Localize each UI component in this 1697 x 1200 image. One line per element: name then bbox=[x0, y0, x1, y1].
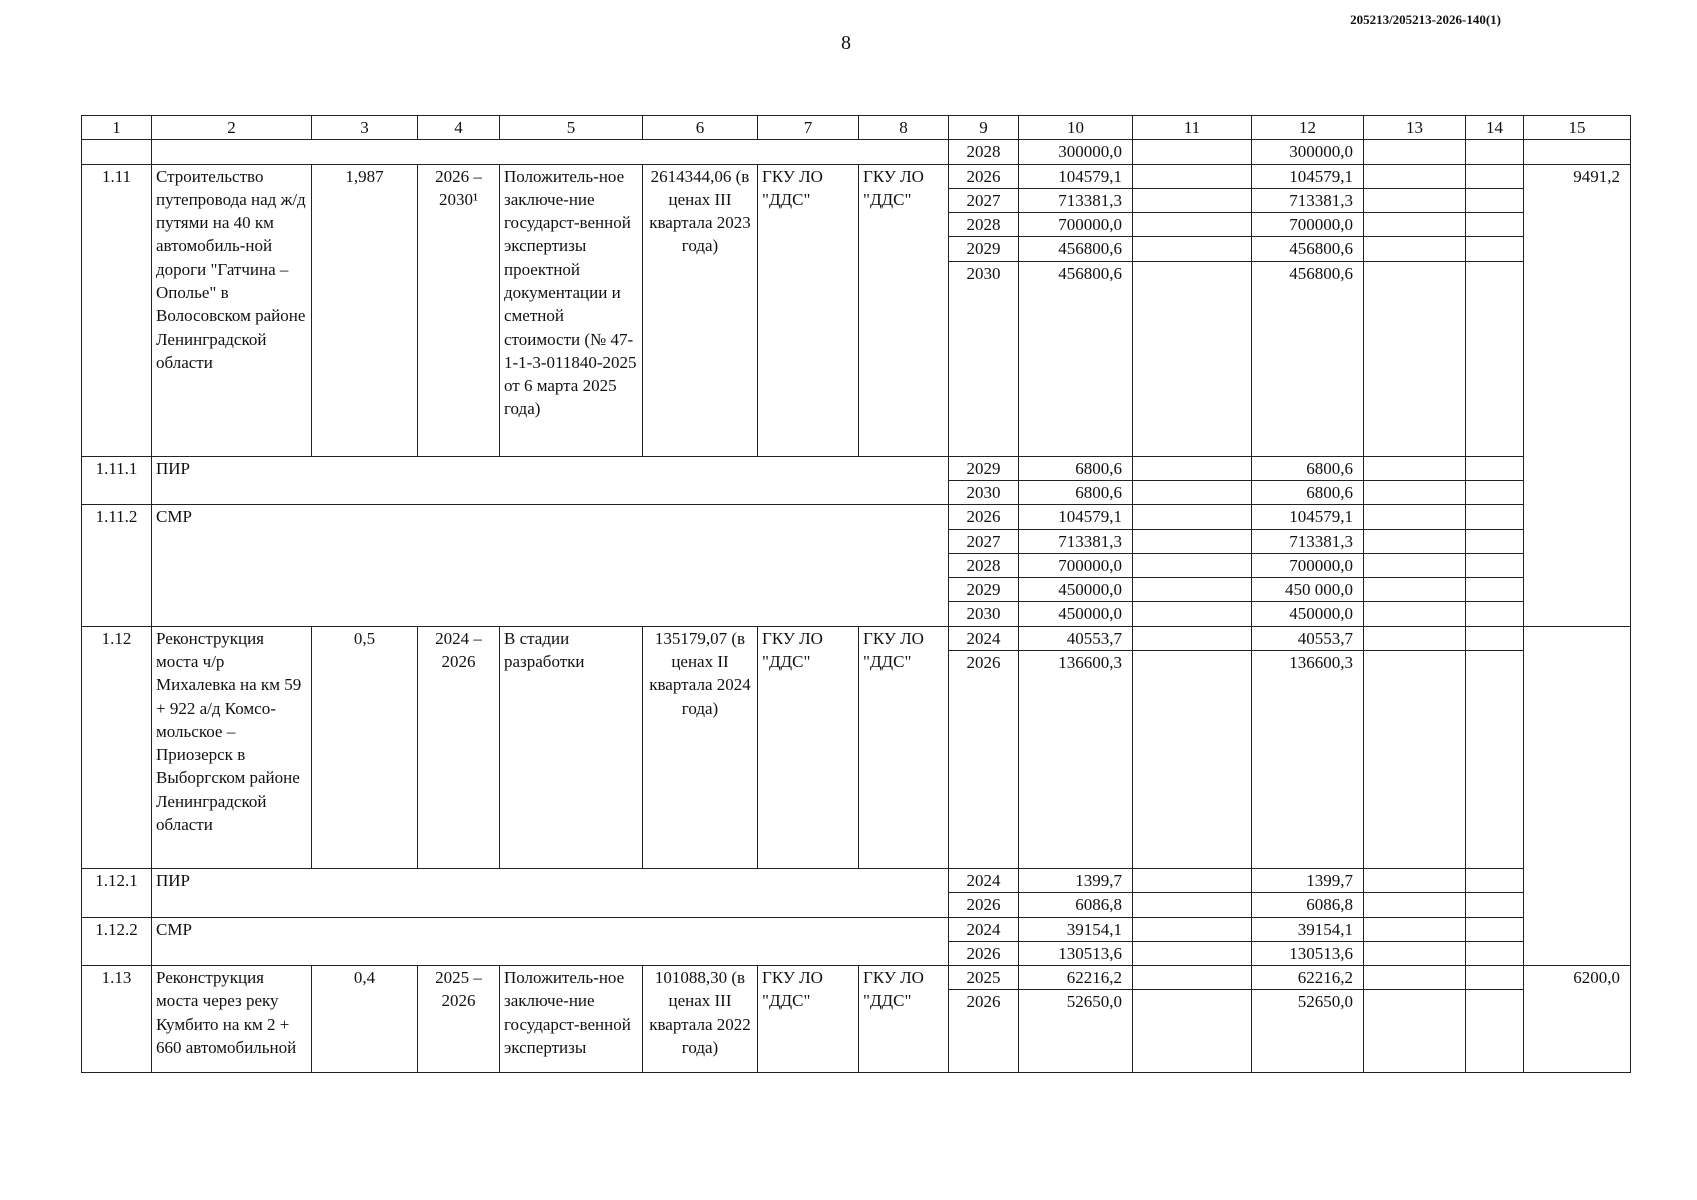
cell-col10: 130513,6 bbox=[1019, 941, 1133, 965]
cell-col13 bbox=[1364, 188, 1466, 212]
cell-col12: 104579,1 bbox=[1252, 164, 1364, 188]
cell-developer: ГКУ ЛО "ДДС" bbox=[859, 164, 949, 456]
cell-customer: ГКУ ЛО "ДДС" bbox=[758, 966, 859, 1073]
cell-col13 bbox=[1364, 505, 1466, 529]
cell-col11 bbox=[1133, 578, 1252, 602]
cell-col15: 9491,2 bbox=[1524, 164, 1631, 626]
cell-col11 bbox=[1133, 553, 1252, 577]
cell-col13 bbox=[1364, 868, 1466, 892]
cell-period: 2025 – 2026 bbox=[418, 966, 500, 1073]
cell-year: 2030 bbox=[949, 480, 1019, 504]
cell-col10: 450000,0 bbox=[1019, 602, 1133, 626]
column-header: 5 bbox=[500, 116, 643, 140]
table-row bbox=[82, 164, 1631, 188]
cell-col11 bbox=[1133, 456, 1252, 480]
cell-col12: 700000,0 bbox=[1252, 213, 1364, 237]
cell-year: 2030 bbox=[949, 602, 1019, 626]
cell-col12: 713381,3 bbox=[1252, 529, 1364, 553]
cell-col11 bbox=[1133, 868, 1252, 892]
cell-col11 bbox=[1133, 188, 1252, 212]
cell-period: 2026 – 2030¹ bbox=[418, 164, 500, 456]
continuation-row bbox=[82, 140, 1631, 164]
cell-col12: 62216,2 bbox=[1252, 966, 1364, 990]
cell-year: 2025 bbox=[949, 966, 1019, 990]
page-number: 8 bbox=[841, 32, 851, 54]
cell-col11 bbox=[1133, 140, 1252, 164]
cell-year: 2029 bbox=[949, 237, 1019, 261]
cell-col14 bbox=[1466, 917, 1524, 941]
column-header: 3 bbox=[312, 116, 418, 140]
cell-col13 bbox=[1364, 917, 1466, 941]
table-row bbox=[82, 917, 1631, 941]
cell-col10: 713381,3 bbox=[1019, 529, 1133, 553]
cell-col11 bbox=[1133, 650, 1252, 868]
column-header: 13 bbox=[1364, 116, 1466, 140]
cell-year: 2026 bbox=[949, 505, 1019, 529]
cell-customer: ГКУ ЛО "ДДС" bbox=[758, 626, 859, 868]
cell-length: 1,987 bbox=[312, 164, 418, 456]
column-header: 14 bbox=[1466, 116, 1524, 140]
cell-col14 bbox=[1466, 868, 1524, 892]
cell-col13 bbox=[1364, 140, 1466, 164]
cell-col13 bbox=[1364, 553, 1466, 577]
cell-col13 bbox=[1364, 966, 1466, 990]
cell-col10: 300000,0 bbox=[1019, 140, 1133, 164]
cell-col11 bbox=[1133, 626, 1252, 650]
cell-col12: 700000,0 bbox=[1252, 553, 1364, 577]
column-header: 1 bbox=[82, 116, 152, 140]
cell-col13 bbox=[1364, 893, 1466, 917]
table-row bbox=[82, 505, 1631, 529]
register-table bbox=[81, 115, 1631, 1073]
cell-col13 bbox=[1364, 650, 1466, 868]
column-header: 2 bbox=[152, 116, 312, 140]
cell-col13 bbox=[1364, 941, 1466, 965]
cell-col12: 130513,6 bbox=[1252, 941, 1364, 965]
cell-col14 bbox=[1466, 505, 1524, 529]
cell-number: 1.13 bbox=[82, 966, 152, 1073]
cell-col10: 62216,2 bbox=[1019, 966, 1133, 990]
cell-col14 bbox=[1466, 188, 1524, 212]
cell-col14 bbox=[1466, 893, 1524, 917]
cell-object-name: Реконструкция моста через реку Кумбито на км 2 + 660 автомобильной bbox=[152, 966, 312, 1073]
cell-year: 2029 bbox=[949, 578, 1019, 602]
cell-col15: 6200,0 bbox=[1524, 966, 1631, 1073]
cell-col10: 700000,0 bbox=[1019, 213, 1133, 237]
column-header: 6 bbox=[643, 116, 758, 140]
column-header: 4 bbox=[418, 116, 500, 140]
cell-length: 0,4 bbox=[312, 966, 418, 1073]
cell-col10: 104579,1 bbox=[1019, 164, 1133, 188]
table-row bbox=[82, 626, 1631, 650]
cell-col12: 1399,7 bbox=[1252, 868, 1364, 892]
cell-col11 bbox=[1133, 602, 1252, 626]
cell-col10: 136600,3 bbox=[1019, 650, 1133, 868]
cell-col10: 700000,0 bbox=[1019, 553, 1133, 577]
cell-col14 bbox=[1466, 140, 1524, 164]
cell-col11 bbox=[1133, 237, 1252, 261]
cell-col12: 6800,6 bbox=[1252, 480, 1364, 504]
cell-col12: 39154,1 bbox=[1252, 917, 1364, 941]
cell-col10: 456800,6 bbox=[1019, 237, 1133, 261]
cell-object-name: Строительство путепровода над ж/д путями на 40 км автомобиль-ной дороги "Гатчина – Ополье" в Волосовском районе Ленинградской области bbox=[152, 164, 312, 456]
cell-col11 bbox=[1133, 505, 1252, 529]
cell-empty bbox=[152, 140, 949, 164]
cell-col11 bbox=[1133, 893, 1252, 917]
column-header: 7 bbox=[758, 116, 859, 140]
cell-col12: 450 000,0 bbox=[1252, 578, 1364, 602]
cell-status: Положитель-ное заключе-ние государст-венной экспертизы bbox=[500, 966, 643, 1073]
table-row bbox=[82, 456, 1631, 480]
cell-col13 bbox=[1364, 602, 1466, 626]
cell-year: 2028 bbox=[949, 213, 1019, 237]
cell-col14 bbox=[1466, 164, 1524, 188]
document-id: 205213/205213-2026-140(1) bbox=[1350, 12, 1501, 27]
cell-col10: 40553,7 bbox=[1019, 626, 1133, 650]
table-row bbox=[82, 868, 1631, 892]
cell-cost: 101088,30 (в ценах III квартала 2022 года) bbox=[643, 966, 758, 1073]
cell-col12: 40553,7 bbox=[1252, 626, 1364, 650]
cell-col14 bbox=[1466, 602, 1524, 626]
cell-col11 bbox=[1133, 966, 1252, 990]
cell-col10: 713381,3 bbox=[1019, 188, 1133, 212]
column-header: 12 bbox=[1252, 116, 1364, 140]
cell-col12: 136600,3 bbox=[1252, 650, 1364, 868]
cell-col14 bbox=[1466, 966, 1524, 990]
column-header: 10 bbox=[1019, 116, 1133, 140]
cell-col14 bbox=[1466, 480, 1524, 504]
cell-year: 2026 bbox=[949, 650, 1019, 868]
cell-col12: 104579,1 bbox=[1252, 505, 1364, 529]
cell-col11 bbox=[1133, 213, 1252, 237]
cell-col10: 6800,6 bbox=[1019, 456, 1133, 480]
cell-number: 1.12.2 bbox=[82, 917, 152, 966]
register-body bbox=[82, 116, 1631, 1073]
cell-col12: 456800,6 bbox=[1252, 237, 1364, 261]
cell-cost: 135179,07 (в ценах II квартала 2024 года) bbox=[643, 626, 758, 868]
cell-year: 2028 bbox=[949, 140, 1019, 164]
cell-col12: 300000,0 bbox=[1252, 140, 1364, 164]
cell-col12: 450000,0 bbox=[1252, 602, 1364, 626]
cell-year: 2024 bbox=[949, 626, 1019, 650]
cell-number: 1.11.2 bbox=[82, 505, 152, 626]
header-row bbox=[82, 116, 1631, 140]
cell-col12: 52650,0 bbox=[1252, 990, 1364, 1073]
column-header: 11 bbox=[1133, 116, 1252, 140]
cell-col13 bbox=[1364, 480, 1466, 504]
cell-col10: 104579,1 bbox=[1019, 505, 1133, 529]
cell-col14 bbox=[1466, 578, 1524, 602]
cell-col13 bbox=[1364, 990, 1466, 1073]
cell-year: 2029 bbox=[949, 456, 1019, 480]
cell-col14 bbox=[1466, 553, 1524, 577]
cell-col13 bbox=[1364, 261, 1466, 456]
cell-cost: 2614344,06 (в ценах III квартала 2023 года) bbox=[643, 164, 758, 456]
cell-col14 bbox=[1466, 990, 1524, 1073]
cell-col10: 52650,0 bbox=[1019, 990, 1133, 1073]
cell-developer: ГКУ ЛО "ДДС" bbox=[859, 626, 949, 868]
table-row bbox=[82, 966, 1631, 990]
cell-col12: 713381,3 bbox=[1252, 188, 1364, 212]
cell-col14 bbox=[1466, 650, 1524, 868]
cell-col12: 456800,6 bbox=[1252, 261, 1364, 456]
cell-year: 2030 bbox=[949, 261, 1019, 456]
cell-year: 2026 bbox=[949, 990, 1019, 1073]
cell-developer: ГКУ ЛО "ДДС" bbox=[859, 966, 949, 1073]
cell-col10: 450000,0 bbox=[1019, 578, 1133, 602]
cell-col13 bbox=[1364, 213, 1466, 237]
cell-work-type: СМР bbox=[152, 505, 949, 626]
cell-status: В стадии разработки bbox=[500, 626, 643, 868]
cell-year: 2027 bbox=[949, 188, 1019, 212]
cell-col11 bbox=[1133, 164, 1252, 188]
cell-col11 bbox=[1133, 529, 1252, 553]
cell-col10: 6800,6 bbox=[1019, 480, 1133, 504]
cell-year: 2027 bbox=[949, 529, 1019, 553]
cell-col13 bbox=[1364, 456, 1466, 480]
cell-year: 2026 bbox=[949, 893, 1019, 917]
cell-col13 bbox=[1364, 237, 1466, 261]
cell-col11 bbox=[1133, 941, 1252, 965]
column-header: 15 bbox=[1524, 116, 1631, 140]
cell-col14 bbox=[1466, 456, 1524, 480]
cell-col14 bbox=[1466, 941, 1524, 965]
cell-col10: 456800,6 bbox=[1019, 261, 1133, 456]
cell-col13 bbox=[1364, 529, 1466, 553]
cell-customer: ГКУ ЛО "ДДС" bbox=[758, 164, 859, 456]
cell-col12: 6800,6 bbox=[1252, 456, 1364, 480]
cell-col13 bbox=[1364, 578, 1466, 602]
cell-work-type: ПИР bbox=[152, 868, 949, 917]
cell-col15 bbox=[1524, 626, 1631, 965]
column-header: 9 bbox=[949, 116, 1019, 140]
cell-col14 bbox=[1466, 529, 1524, 553]
cell-year: 2026 bbox=[949, 164, 1019, 188]
cell-status: Положитель-ное заключе-ние государст-венной экспертизы проектной документации и сметной стоимости (№ 47-1-1-3-011840-2025 от 6 марта 2025 года) bbox=[500, 164, 643, 456]
cell-length: 0,5 bbox=[312, 626, 418, 868]
cell-work-type: СМР bbox=[152, 917, 949, 966]
cell-col13 bbox=[1364, 626, 1466, 650]
cell-col14 bbox=[1466, 626, 1524, 650]
cell-year: 2028 bbox=[949, 553, 1019, 577]
cell-col14 bbox=[1466, 237, 1524, 261]
cell-year: 2026 bbox=[949, 941, 1019, 965]
cell-col11 bbox=[1133, 917, 1252, 941]
cell-number: 1.12 bbox=[82, 626, 152, 868]
cell-work-type: ПИР bbox=[152, 456, 949, 505]
cell-year: 2024 bbox=[949, 868, 1019, 892]
cell-col10: 6086,8 bbox=[1019, 893, 1133, 917]
cell-col15 bbox=[1524, 140, 1631, 164]
cell-col10: 39154,1 bbox=[1019, 917, 1133, 941]
cell-col13 bbox=[1364, 164, 1466, 188]
cell-year: 2024 bbox=[949, 917, 1019, 941]
cell-number: 1.11 bbox=[82, 164, 152, 456]
cell-col11 bbox=[1133, 261, 1252, 456]
cell-col11 bbox=[1133, 990, 1252, 1073]
cell-object-name: Реконструкция моста ч/р Михалевка на км 59 + 922 а/д Комсо-мольское – Приозерск в Выборгском районе Ленинградской области bbox=[152, 626, 312, 868]
cell-col14 bbox=[1466, 261, 1524, 456]
cell-col12: 6086,8 bbox=[1252, 893, 1364, 917]
cell-empty bbox=[82, 140, 152, 164]
cell-col10: 1399,7 bbox=[1019, 868, 1133, 892]
cell-col14 bbox=[1466, 213, 1524, 237]
column-header: 8 bbox=[859, 116, 949, 140]
cell-number: 1.12.1 bbox=[82, 868, 152, 917]
cell-number: 1.11.1 bbox=[82, 456, 152, 505]
cell-period: 2024 – 2026 bbox=[418, 626, 500, 868]
cell-col11 bbox=[1133, 480, 1252, 504]
